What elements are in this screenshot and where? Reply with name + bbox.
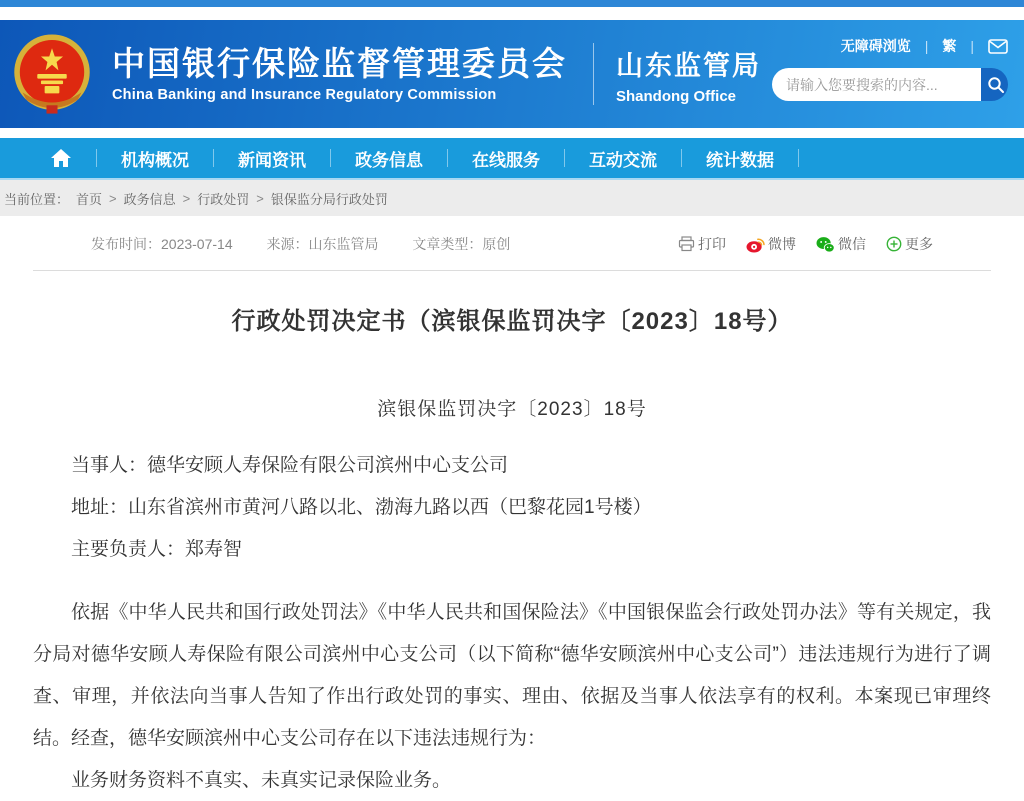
home-icon: [50, 148, 72, 168]
article-meta-row: [33, 234, 991, 254]
share-actions: [658, 234, 933, 254]
nav-item-institution-overview[interactable]: 机构概况: [121, 150, 189, 170]
wechat-share-button[interactable]: [816, 234, 866, 254]
nav-item-statistics[interactable]: 统计数据: [706, 150, 774, 170]
mail-link[interactable]: [988, 39, 1008, 54]
printer-icon: [678, 236, 695, 252]
breadcrumb-item-administrative-penalty[interactable]: 行政处罚: [197, 191, 250, 207]
nav-separator: [447, 149, 448, 167]
weibo-icon: [746, 236, 765, 253]
print-label: 打印: [698, 236, 726, 252]
article-type: 文章类型：原创: [412, 236, 511, 252]
breadcrumb-separator: >: [182, 190, 191, 206]
header-right: [772, 20, 1016, 128]
mail-icon: [988, 39, 1008, 54]
header-left: [6, 20, 761, 128]
responsible-person-line: 主要负责人：郑寿智: [71, 538, 243, 560]
office-name-en: Shandong Office: [616, 87, 736, 105]
top-accent-bar: [0, 0, 1024, 7]
address-line: 地址：山东省滨州市黄河八路以北、渤海九路以西（巴黎花园1号楼）: [71, 496, 652, 518]
breadcrumb-item-home[interactable]: 首页: [76, 191, 103, 207]
breadcrumb-item-government-info[interactable]: 政务信息: [123, 191, 176, 207]
nav-separator: [330, 149, 331, 167]
search-button[interactable]: [981, 68, 1008, 101]
print-button[interactable]: [678, 234, 726, 254]
article-body: [33, 445, 991, 801]
article-content: [0, 234, 1024, 801]
nav-separator: [213, 149, 214, 167]
meta-divider: [33, 270, 991, 271]
nav-separator: [96, 149, 97, 167]
utility-separator: |: [970, 38, 974, 54]
breadcrumb-separator: >: [109, 190, 117, 206]
search-box: [772, 68, 1008, 101]
nav-separator: [798, 149, 799, 167]
wechat-icon: [816, 236, 835, 253]
weibo-label: 微博: [768, 236, 796, 252]
org-names: [112, 45, 567, 103]
utility-links: [841, 36, 1008, 56]
weibo-share-button[interactable]: [746, 234, 796, 254]
more-plus-icon: [886, 236, 902, 252]
accessibility-link[interactable]: 无障碍浏览: [840, 38, 911, 54]
national-emblem-logo: [6, 28, 98, 120]
article-source: 来源：山东监管局: [266, 236, 379, 252]
org-name-en: China Banking and Insurance Regulatory Commission: [112, 86, 497, 103]
party-line: 当事人：德华安顾人寿保险有限公司滨州中心支公司: [71, 455, 509, 476]
search-input[interactable]: [772, 68, 981, 101]
nav-item-online-services[interactable]: 在线服务: [472, 150, 540, 170]
main-nav: [0, 138, 1024, 180]
nav-home[interactable]: [50, 148, 72, 168]
legal-basis-paragraph: 依据《中华人民共和国行政处罚法》《中华人民共和国保险法》《中国银保监会行政处罚办法》等有关规定，我分局对德华安顾人寿保险有限公司滨州中心支公司（以下简称“德华安顾滨州中心支公司”）违法违规行为进行了调查、审理，并依法向当事人告知了作出行政处罚的事实、理由、依据及当事人依法享有的权利。本案现已审理终结。经查，德华安顾滨州中心支公司存在以下违法违规行为：: [33, 602, 991, 749]
nav-separator: [681, 149, 682, 167]
more-share-button[interactable]: [886, 234, 933, 254]
office-names: [616, 44, 761, 105]
wechat-label: 微信: [838, 236, 866, 252]
nav-separator: [564, 149, 565, 167]
publish-time: 发布时间：2023-07-14: [91, 236, 233, 252]
breadcrumb-separator: >: [256, 190, 264, 206]
office-name-cn: 山东监管局: [616, 50, 761, 81]
breadcrumb-item-branch-penalty[interactable]: 银保监分局行政处罚: [270, 191, 388, 207]
article-title: 行政处罚决定书（滨银保监罚决字〔2023〕18号）: [231, 308, 793, 335]
org-name-cn: 中国银行保险监督管理委员会: [112, 45, 567, 83]
document-number: 滨银保监罚决字〔2023〕18号: [377, 399, 647, 420]
breadcrumb-prefix: 当前位置：: [4, 191, 70, 207]
breadcrumb: [0, 180, 1024, 216]
more-label: 更多: [905, 236, 933, 252]
utility-separator: |: [924, 38, 929, 54]
nav-item-news[interactable]: 新闻资讯: [238, 150, 306, 170]
nav-item-interaction[interactable]: 互动交流: [589, 150, 657, 170]
site-header: [0, 20, 1024, 128]
traditional-chinese-link[interactable]: 繁: [942, 38, 957, 54]
search-icon: [987, 76, 1005, 94]
header-divider: [593, 43, 594, 105]
nav-item-government-info[interactable]: 政务信息: [355, 150, 423, 170]
violation-line: 业务财务资料不真实、未真实记录保险业务。: [71, 769, 452, 791]
article-meta-left: [91, 234, 540, 254]
